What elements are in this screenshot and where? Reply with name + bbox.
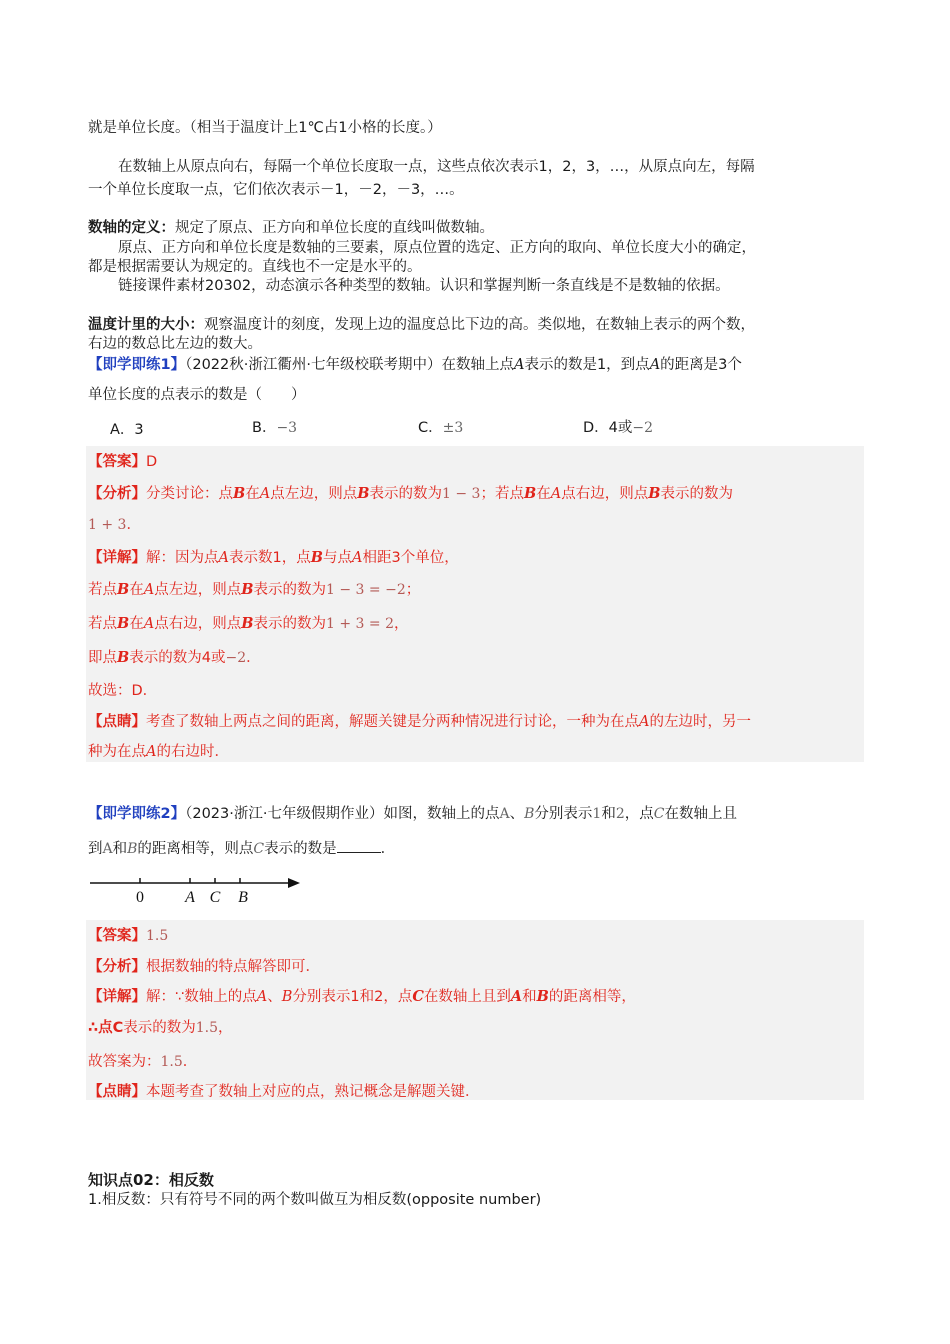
ex2-detail-line1: [88, 987, 636, 1007]
math: A: [499, 806, 510, 822]
arrow-right-icon: [288, 878, 300, 888]
var-a: A: [143, 616, 155, 632]
t: 到: [88, 841, 103, 857]
ex1-comment-line1: [88, 712, 751, 732]
ex2-question-line1: 【即学即练2】（2023·浙江·七年级假期作业）如图，数轴上的点A、B分别表示1和2，点C在数轴上且: [88, 806, 737, 822]
temperature-text: 观察温度计的刻度，发现上边的温度总比下边的高。类似地，在数轴上表示的两个数，: [204, 317, 755, 333]
var-b: B: [241, 615, 254, 632]
math: B: [524, 806, 535, 822]
t: 表示的数为: [369, 486, 443, 502]
ex1-choose: 故选：D．: [88, 683, 158, 699]
t: ∴点: [88, 1020, 113, 1036]
label-c: C: [209, 889, 221, 906]
t: 分别表示: [534, 806, 593, 822]
label-a: A: [185, 889, 195, 906]
t: 在: [129, 616, 144, 632]
math: 1 + 3 = 2: [326, 616, 394, 632]
temperature-line2: 右边的数总比左边的数大。: [88, 336, 262, 352]
ex2-comment-tag: 【点睛】: [88, 1084, 146, 1100]
math: C: [653, 806, 665, 822]
ex1-analysis-line1: [88, 484, 733, 504]
t: 表示的数为4或: [129, 650, 226, 666]
var-a: A: [351, 550, 363, 566]
t: 点左边，则点: [154, 582, 242, 598]
t: 考查了数轴上两点之间的距离，解题关键是分两种情况进行讨论，一种为在点: [146, 714, 639, 730]
t: 和: [112, 841, 128, 857]
ex1-option-c[interactable]: [418, 418, 463, 438]
t: 表示的数为: [123, 1020, 196, 1036]
var-b: B: [281, 989, 293, 1005]
ex2-answer-tag: 【答案】: [88, 928, 146, 944]
t: 与点: [322, 550, 352, 566]
t: 即点: [88, 650, 117, 666]
ex2-tag: 【即学即练2】: [88, 806, 186, 822]
var-a: A: [256, 989, 268, 1005]
t: 在数轴上且: [664, 806, 737, 822]
var-b: B: [241, 581, 254, 598]
ex1-option-b[interactable]: [252, 418, 297, 438]
t: 相距3个单位，: [362, 550, 459, 566]
ex1-var-a: A: [513, 357, 525, 373]
t: 故答案为：: [88, 1054, 161, 1070]
answer-blank[interactable]: [337, 838, 381, 853]
ex2-question-line2: 到A和B的距离相等，则点C表示的数是 ．: [88, 838, 395, 859]
option-label: A．: [110, 422, 135, 438]
var-b: B: [117, 581, 130, 598]
ex2-detail-line2: ∴点C表示的数为1.5，: [88, 1020, 233, 1036]
ex2-analysis-line: [88, 957, 320, 977]
definition-line3: 都是根据需要认为规定的。直线也不一定是水平的。: [88, 259, 422, 275]
ex1-comment-line2: [88, 742, 229, 762]
math: B: [127, 841, 138, 857]
math: 1 + 3: [88, 517, 127, 533]
var-b: B: [536, 988, 549, 1005]
var-b: B: [310, 549, 323, 566]
var-b: B: [357, 485, 370, 502]
t: 若点: [88, 616, 117, 632]
option-value: −3: [276, 420, 298, 436]
temperature-line: [88, 315, 755, 335]
ex1-source: （2022秋·浙江衢州·七年级校联考期中）在数轴上点: [185, 357, 514, 373]
ex1-analysis-line2: 1 + 3．: [88, 517, 141, 533]
section-02-title: 知识点02：相反数: [88, 1171, 214, 1189]
t: 在: [536, 486, 551, 502]
math: 2: [615, 806, 625, 822]
ex2-answer-line: [88, 926, 168, 946]
option-label: D．: [583, 420, 609, 436]
label-b: B: [238, 889, 248, 906]
t: 在: [129, 582, 144, 598]
t: 的左边时，另一: [649, 714, 751, 730]
option-label: B．: [252, 420, 277, 436]
ex1-detail-line3: 若点B在A点右边，则点B表示的数为1 + 3 = 2，: [88, 615, 409, 632]
var-c: C: [112, 1020, 124, 1036]
t: 解：因为点: [146, 550, 219, 566]
ex1-detail-line1: [88, 548, 459, 568]
t: 点右边，则点: [154, 616, 242, 632]
ex2-answer: 1.5: [146, 928, 169, 944]
intro-para2-line1: 在数轴上从原点向右，每隔一个单位长度取一点，这些点依次表示1，2，3，…，从原点向左，每隔: [118, 159, 755, 175]
ex1-detail-line2: 若点B在A点左边，则点B表示的数为1 − 3 = −2；: [88, 581, 421, 598]
ex1-answer: D: [146, 454, 158, 470]
definition-line2: 原点、正方向和单位长度是数轴的三要素，原点位置的选定、正方向的取向、单位长度大小的确定，: [118, 240, 756, 256]
ex1-comment-tag: 【点睛】: [88, 714, 146, 730]
var-a: A: [550, 486, 562, 502]
t: 表示数1，点: [228, 550, 311, 566]
number-line-figure: [88, 870, 308, 910]
var-a: A: [146, 744, 157, 760]
option-value: 3: [134, 422, 144, 438]
ex1-answer-tag: 【答案】: [88, 454, 146, 470]
ex2-comment-line: [88, 1082, 480, 1102]
t: 在数轴上且到: [423, 989, 511, 1005]
t: 表示的数为: [253, 582, 327, 598]
var-c: C: [412, 988, 424, 1005]
t: 的距离相等，: [548, 989, 636, 1005]
math: 1.5: [160, 1054, 183, 1070]
math: A: [102, 841, 113, 857]
var-a: A: [639, 714, 650, 730]
ex2-detail-line3: 故答案为：1.5．: [88, 1054, 198, 1070]
definition-text: 规定了原点、正方向和单位长度的直线叫做数轴。: [175, 220, 494, 236]
t: 的距离相等，则点: [137, 841, 254, 857]
t: 在: [245, 486, 260, 502]
var-a: A: [218, 550, 229, 566]
t: 表示的数是: [264, 841, 337, 857]
ex1-question-line1: [88, 355, 742, 375]
ex1-detail-line4: 即点B表示的数为4或−2．: [88, 649, 261, 666]
option-label: C．: [418, 420, 443, 436]
intro-line1: 就是单位长度。（相当于温度计上1℃占1小格的长度。）: [88, 120, 442, 136]
t: 若点: [88, 582, 117, 598]
var-a: A: [259, 486, 271, 502]
label-zero: 0: [136, 889, 144, 906]
var-b: B: [117, 615, 130, 632]
option-value: ±3: [442, 420, 464, 436]
t: 分类讨论：点: [146, 486, 233, 502]
var-a: A: [510, 988, 523, 1005]
ex1-question-line2: 单位长度的点表示的数是（ ）: [88, 387, 306, 403]
ex2-analysis: 根据数轴的特点解答即可．: [146, 959, 320, 975]
ex1-var-a2: A: [649, 357, 661, 373]
temperature-label: 温度计里的大小：: [88, 317, 204, 333]
t: 的右边时．: [156, 744, 229, 760]
var-b: B: [523, 485, 537, 502]
option-value: −2: [632, 420, 654, 436]
var-b: B: [648, 485, 661, 502]
intro-para2-line2: 一个单位长度取一点，它们依次表示－1，－2，－3，…。: [88, 182, 464, 198]
ex1-detail-tag: 【详解】: [88, 550, 146, 566]
t: 和: [522, 989, 537, 1005]
t: 点右边，则点: [561, 486, 649, 502]
t: 种为在点: [88, 744, 146, 760]
ex1-q1c: 的距离是3个: [660, 357, 742, 373]
definition-line: [88, 218, 494, 238]
var-b: B: [233, 485, 246, 502]
ex2-detail-tag: 【详解】: [88, 989, 146, 1005]
t: 分别表示1和2，点: [292, 989, 413, 1005]
t: 点左边，则点: [270, 486, 358, 502]
t: 表示的数为: [660, 486, 733, 502]
t: ；若点: [480, 486, 524, 502]
math: 1.5: [195, 1020, 219, 1036]
ex1-tag: 【即学即练1】: [88, 357, 186, 373]
math: 1: [592, 806, 602, 822]
t: 解：∵数轴上的点: [146, 989, 257, 1005]
t: 、: [267, 989, 282, 1005]
definition-label: 数轴的定义：: [88, 220, 175, 236]
ex2-comment: 本题考查了数轴上对应的点，熟记概念是解题关键．: [146, 1084, 480, 1100]
math: C: [253, 841, 265, 857]
ex1-q1b: 表示的数是1，到点: [524, 357, 650, 373]
math: 1 − 3: [442, 486, 481, 502]
ex1-answer-line: [88, 452, 157, 472]
definition-line4: 链接课件素材20302，动态演示各种类型的数轴。认识和掌握判断一条直线是不是数轴的依据。: [118, 278, 730, 294]
t: （2023·浙江·七年级假期作业）如图，数轴上的点: [185, 806, 500, 822]
t: ，点: [624, 806, 654, 822]
math: −2: [225, 650, 247, 666]
var-b: B: [117, 649, 130, 666]
option-pre: 4或: [608, 420, 633, 436]
var-a: A: [143, 582, 155, 598]
ex2-answer-box: [86, 920, 864, 1100]
ex1-analysis-tag: 【分析】: [88, 486, 146, 502]
ex2-analysis-tag: 【分析】: [88, 959, 146, 975]
t: 和: [601, 806, 616, 822]
section-02-line1: 1.相反数：只有符号不同的两个数叫做互为相反数(opposite number): [88, 1192, 542, 1208]
math: 1 − 3 = −2: [326, 582, 406, 598]
t: 表示的数为: [253, 616, 327, 632]
ex1-option-a[interactable]: [110, 420, 144, 440]
ex1-option-d[interactable]: [583, 418, 653, 438]
